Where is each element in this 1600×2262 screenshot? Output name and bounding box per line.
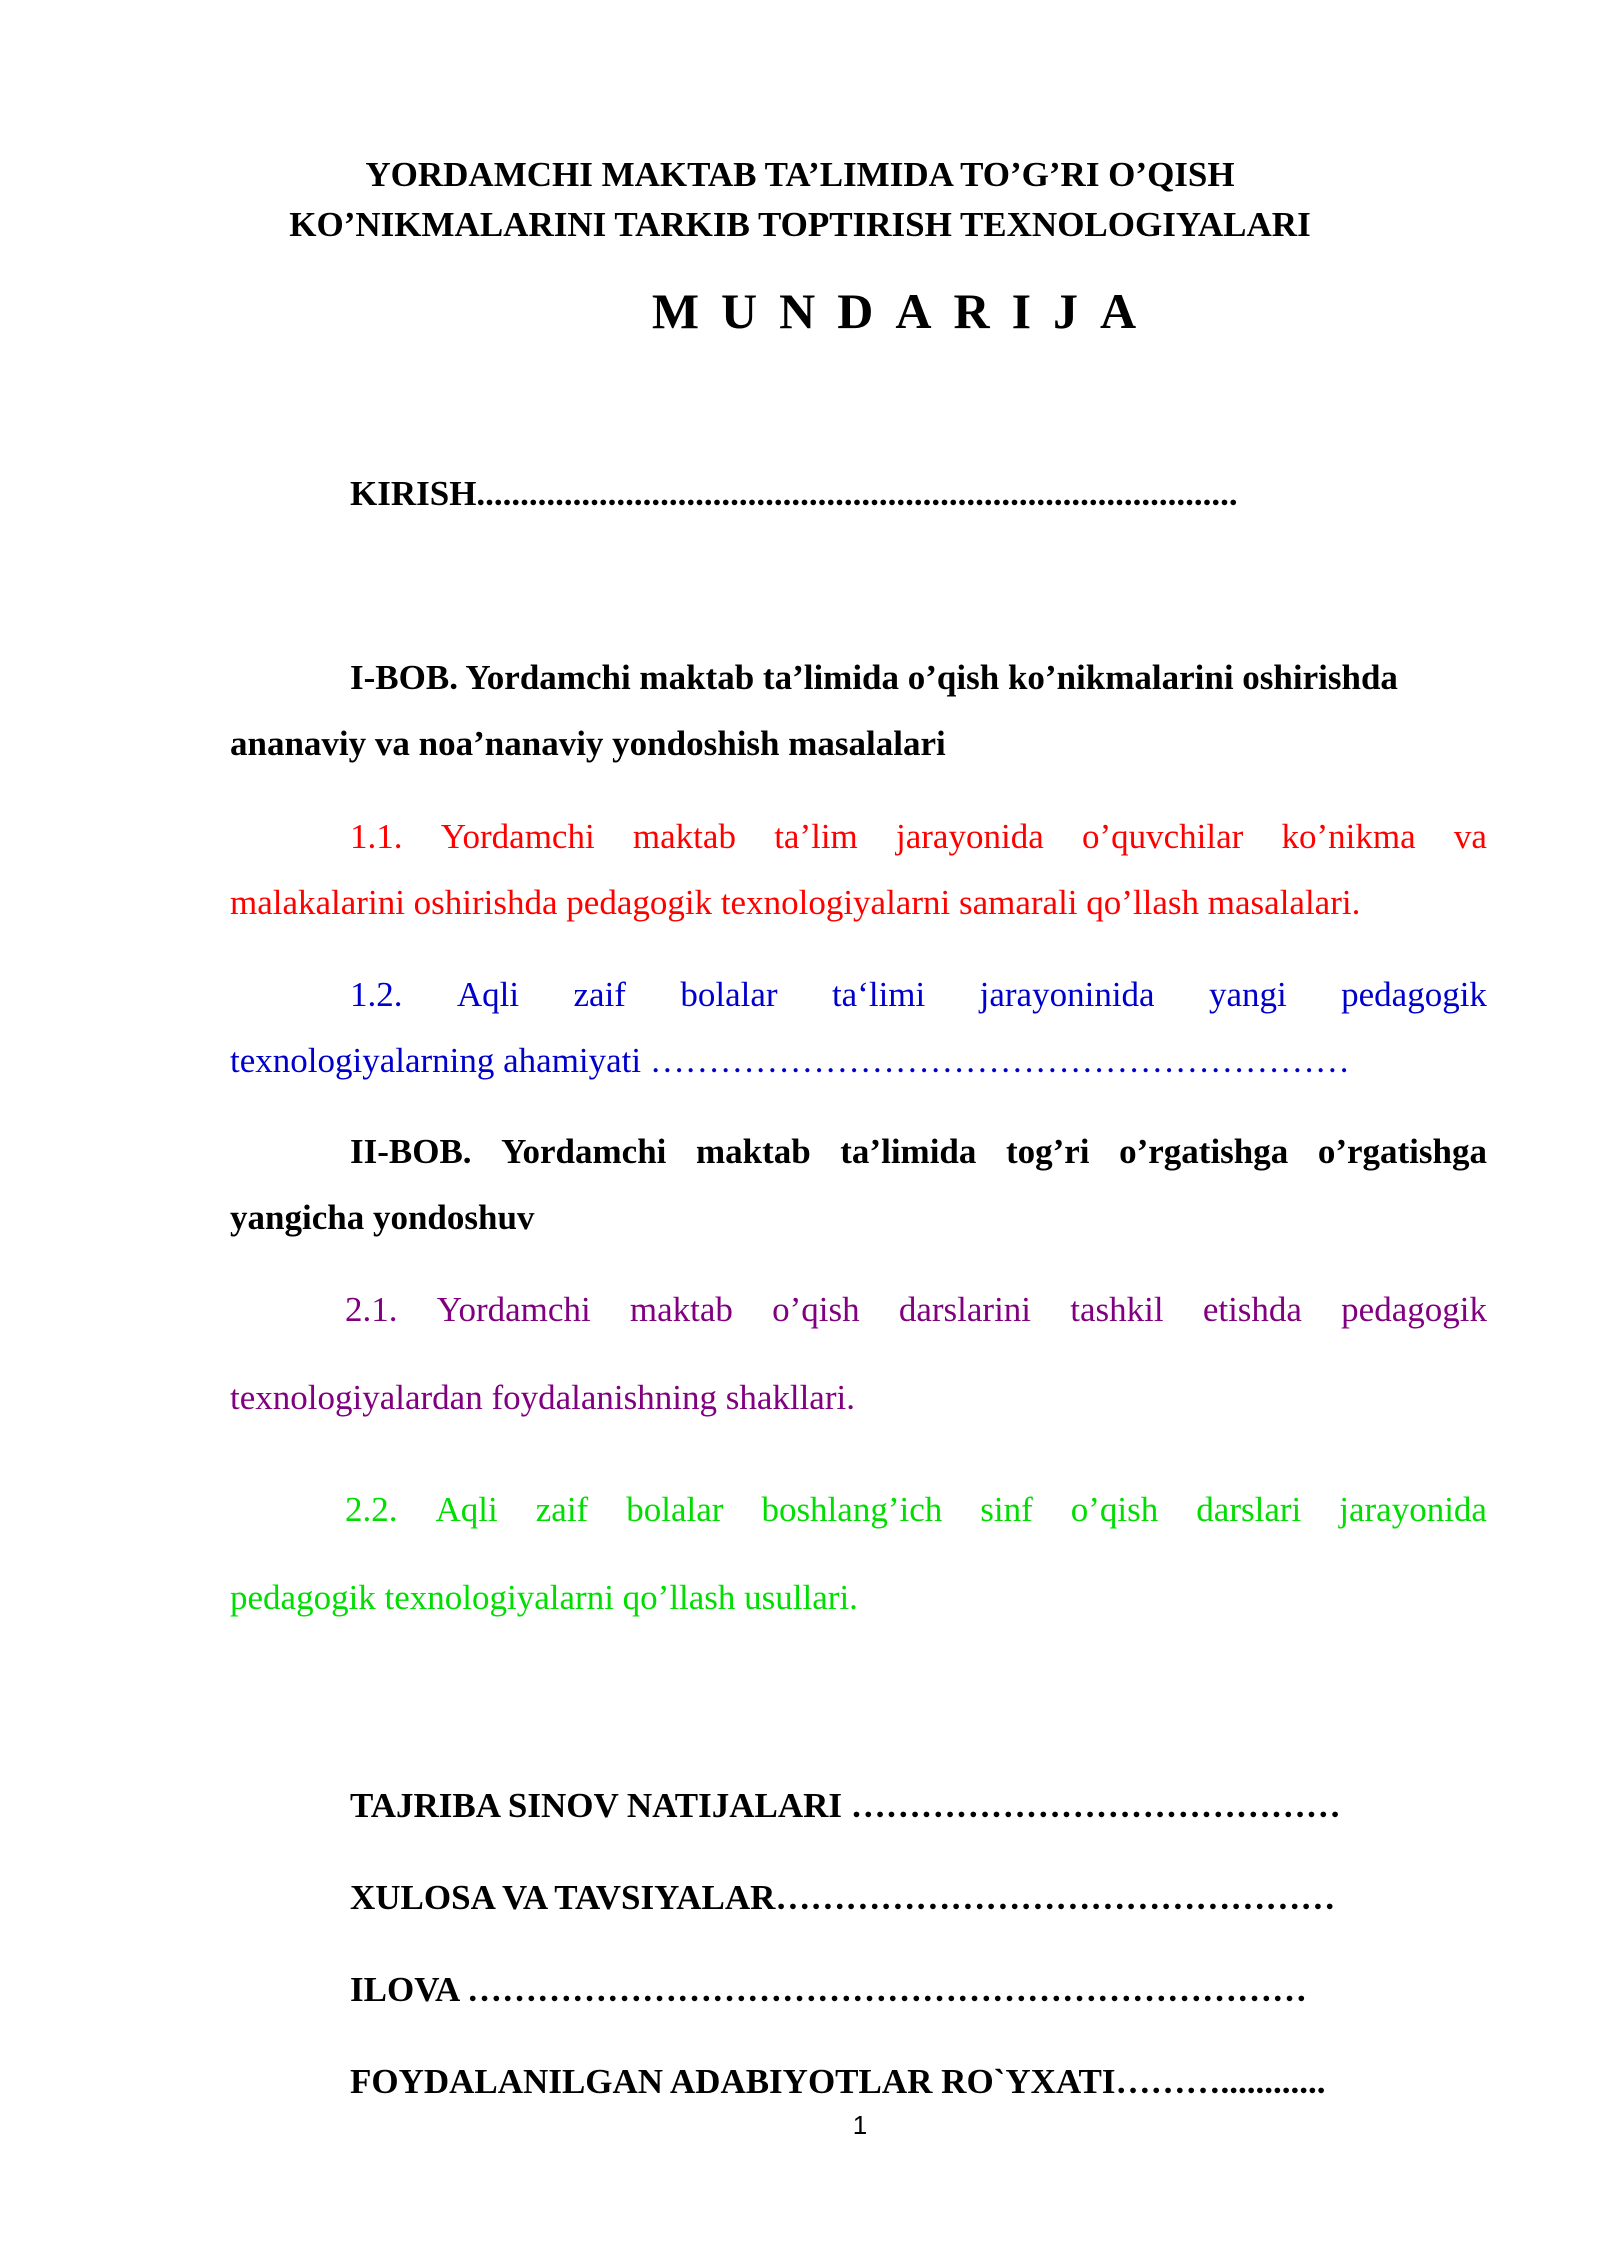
page-number: 1 xyxy=(852,2110,868,2140)
toc-word: tog’ri xyxy=(1005,1132,1090,1171)
toc-word: Yordamchi xyxy=(436,1290,591,1329)
toc-word: jarayonida xyxy=(896,817,1044,856)
toc-word: o’rgatishga xyxy=(1119,1132,1289,1171)
toc-section-1-2-line2: texnologiyalarning ahamiyati …………………………………………………… xyxy=(230,1041,1350,1080)
toc-word: 1.1. xyxy=(350,817,403,856)
toc-word: o’qish xyxy=(772,1290,860,1329)
toc-word: Aqli xyxy=(435,1490,498,1529)
toc-word: jarayonida xyxy=(1339,1490,1487,1529)
toc-word: o’quvchilar xyxy=(1081,817,1244,856)
toc-word: Yordamchi xyxy=(501,1132,667,1171)
toc-word: etishda xyxy=(1202,1290,1302,1329)
toc-word: Yordamchi xyxy=(440,817,595,856)
toc-word: ta’lim xyxy=(774,817,858,856)
toc-word: II-BOB. xyxy=(350,1132,472,1171)
toc-word: maktab xyxy=(629,1290,733,1329)
toc-results: TAJRIBA SINOV NATIJALARI …………………………………… xyxy=(350,1786,1341,1825)
toc-word: o’rgatishga xyxy=(1317,1132,1487,1171)
toc-word: maktab xyxy=(695,1132,811,1171)
toc-chapter2-line1 xyxy=(350,1130,1487,1174)
toc-word: ko’nikma xyxy=(1281,817,1416,856)
toc-word: maktab xyxy=(632,817,736,856)
toc-section-2-2-line2: pedagogik texnologiyalarni qo’llash usullari. xyxy=(230,1578,858,1617)
toc-word: zaif xyxy=(535,1490,589,1529)
toc-section-1-1-line2: malakalarini oshirishda pedagogik texnologiyalarni samarali qo’llash masalalari. xyxy=(230,883,1361,922)
toc-word: o’qish xyxy=(1070,1490,1159,1529)
toc-word: 1.2. xyxy=(350,975,403,1014)
toc-word: darslari xyxy=(1196,1490,1302,1529)
toc-section-2-2-line1 xyxy=(345,1488,1487,1532)
contents-heading: MUNDARIJA xyxy=(651,283,1159,339)
toc-word: pedagogik xyxy=(1341,975,1487,1014)
toc-word: sinf xyxy=(980,1490,1033,1529)
toc-word: Aqli xyxy=(456,975,520,1014)
toc-section-2-1-line2: texnologiyalardan foydalanishning shakllari. xyxy=(230,1378,855,1417)
toc-word: bolalar xyxy=(680,975,778,1014)
toc-references: FOYDALANILGAN ADABIYOTLAR RO`YXATI………............ xyxy=(350,2062,1326,2101)
toc-chapter2-line2: yangicha yondoshuv xyxy=(230,1198,535,1237)
toc-word: zaif xyxy=(573,975,626,1014)
toc-chapter1-line1: I-BOB. Yordamchi maktab ta’limida o’qish ko’nikmalarini oshirishda xyxy=(350,658,1398,697)
toc-word: boshlang’ich xyxy=(761,1490,943,1529)
toc-appendix: ILOVA ……………………………………………………………… xyxy=(350,1970,1308,2009)
toc-word: yangi xyxy=(1208,975,1287,1014)
toc-conclusions: XULOSA VA TAVSIYALAR………………………………………… xyxy=(350,1878,1336,1917)
toc-section-2-1-line1 xyxy=(345,1288,1487,1332)
toc-word: 2.1. xyxy=(345,1290,398,1329)
toc-word: ta’limida xyxy=(840,1132,977,1171)
toc-chapter1-line2: ananaviy va noa’nanaviy yondoshish masalalari xyxy=(230,724,946,763)
toc-word: darslarini xyxy=(898,1290,1032,1329)
toc-word: tashkil xyxy=(1070,1290,1164,1329)
toc-word: bolalar xyxy=(626,1490,724,1529)
toc-word: jarayoninida xyxy=(979,975,1155,1014)
toc-section-1-2-line1 xyxy=(350,973,1487,1017)
title-line-1: YORDAMCHI MAKTAB TA’LIMIDA TO’G’RI O’QISH xyxy=(365,155,1235,194)
toc-word: 2.2. xyxy=(345,1490,398,1529)
toc-word: va xyxy=(1453,817,1487,856)
title-line-2: KO’NIKMALARINI TARKIB TOPTIRISH TEXNOLOGIYALARI xyxy=(289,205,1311,244)
toc-section-1-1-line1 xyxy=(350,815,1487,859)
toc-intro: KIRISH....................................................................................... xyxy=(350,474,1238,513)
toc-word: pedagogik xyxy=(1341,1290,1487,1329)
toc-word: ta‘limi xyxy=(831,975,926,1014)
